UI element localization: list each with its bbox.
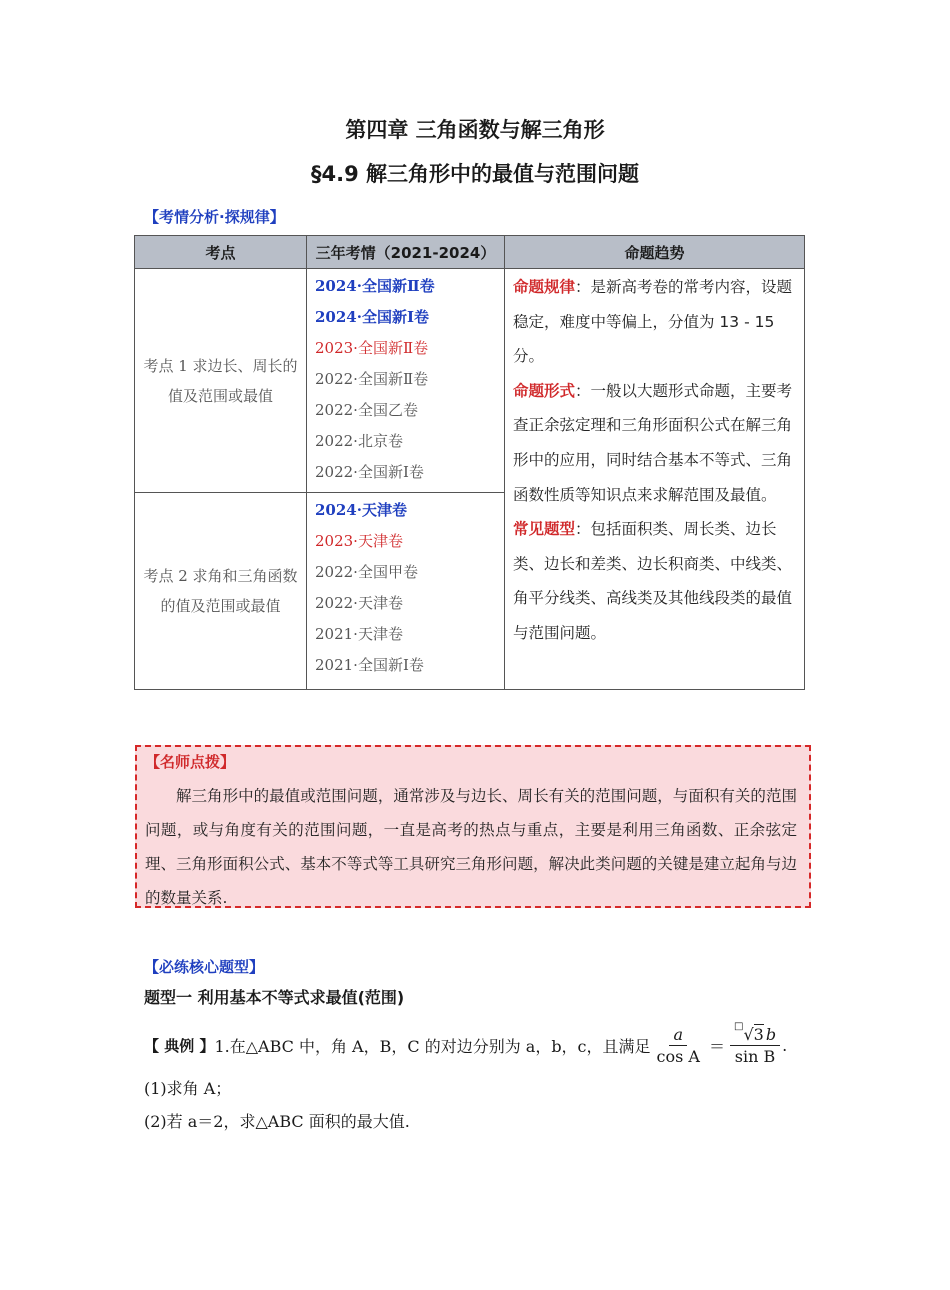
trend-text: ：一般以大题形式命题，主要考查正余弦定理和三角形面积公式在解三角形中的应用，同时结合基本不等式、三角函数性质等知识点来求解范围及最值。 [513, 381, 793, 504]
fraction-root3b-over-sinB [730, 1021, 780, 1066]
chapter-title: 第四章 三角函数与解三角形 [345, 118, 605, 142]
column-header: 考点 [135, 236, 307, 269]
radical-sign: √ [743, 1024, 754, 1044]
column-header: 命题趋势 [505, 236, 805, 269]
exam-year-item: 2022·全国新Ⅱ卷 [315, 370, 429, 388]
exam-year-item: 2024·天津卷 [315, 501, 407, 519]
tip-label: 【名师点拨】 [145, 753, 236, 771]
fraction-denominator: sin B [734, 1046, 776, 1066]
trend-paragraph [513, 270, 796, 374]
exam-analysis-table [134, 235, 805, 690]
example-text: 1.在△ABC 中，角 A，B，C 的对边分别为 a，b，c，且满足 [214, 1036, 651, 1056]
trend-paragraph [513, 374, 796, 512]
exam-point-cell: 考点 1 求边长、周长的值及范围或最值 [135, 269, 307, 493]
teacher-tip-box [135, 745, 811, 908]
sentence-end: . [782, 1035, 788, 1055]
exam-year-item: 2022·天津卷 [315, 594, 403, 612]
section-title: §4.9 解三角形中的最值与范围问题 [310, 162, 639, 186]
exam-year-item: 2024·全国新Ⅱ卷 [315, 277, 435, 295]
exam-year-item: 2022·全国新Ⅰ卷 [315, 463, 424, 481]
exam-year-item: 2023·全国新Ⅱ卷 [315, 339, 429, 357]
exam-years-cell [307, 269, 505, 493]
sub-question-2: (2)若 a＝2，求△ABC 面积的最大值. [144, 1112, 410, 1131]
radicand: 3 [753, 1024, 764, 1044]
example-tag: 【 典例 】 [144, 1036, 215, 1055]
question-type-title: 题型一 利用基本不等式求最值(范围) [144, 988, 405, 1007]
column-header: 三年考情（2021-2024） [307, 236, 505, 269]
table-row [135, 269, 805, 493]
fraction-a-over-cosA [653, 1025, 704, 1066]
trend-cell [505, 269, 805, 690]
exam-year-item: 2023·天津卷 [315, 532, 403, 550]
trend-paragraph [513, 512, 796, 650]
trend-text: ：包括面积类、周长类、边长类、边长和差类、边长积商类、中线类、角平分线类、高线类及其他线段类的最值与范围问题。 [513, 520, 793, 642]
sub-question-1: (1)求角 A； [144, 1079, 232, 1098]
trend-heading: 命题规律 [513, 278, 576, 296]
exam-year-item: 2021·全国新Ⅰ卷 [315, 656, 424, 674]
exam-year-item: 2024·全国新Ⅰ卷 [315, 308, 429, 326]
trend-heading: 常见题型 [513, 520, 576, 539]
exam-point-cell: 考点 2 求角和三角函数的值及范围或最值 [135, 493, 307, 690]
trend-text: ：是新高考卷的常考内容，设题稳定，难度中等偏上，分值为 13 - 15 分。 [513, 278, 793, 366]
table-header-row [135, 236, 805, 269]
exam-year-item: 2022·全国甲卷 [315, 563, 418, 581]
exam-year-item: 2022·全国乙卷 [315, 401, 418, 419]
exam-year-item: 2022·北京卷 [315, 432, 403, 450]
fraction-numerator-var: b [765, 1024, 777, 1044]
exam-years-cell [307, 493, 505, 690]
fraction-numerator: a [673, 1024, 684, 1044]
equals-sign: ＝ [708, 1036, 725, 1056]
fraction-denominator: cos A [656, 1046, 700, 1066]
example-problem [144, 1020, 787, 1070]
exam-year-item: 2021·天津卷 [315, 625, 403, 643]
analysis-label: 【考情分析·探规律】 [144, 208, 285, 226]
tip-text: 解三角形中的最值或范围问题，通常涉及与边长、周长有关的范围问题，与面积有关的范围问题，或与角度有关的范围问题，一直是高考的热点与重点，主要是利用三角函数、正余弦定理、三角形面积公式、基本不等式等工具研究三角形问题，解决此类问题的关键是建立起角与边的数量关系. [145, 787, 797, 907]
trend-heading: 命题形式 [513, 381, 576, 400]
root-index: □ [734, 1021, 744, 1033]
practice-label: 【必练核心题型】 [144, 958, 265, 976]
